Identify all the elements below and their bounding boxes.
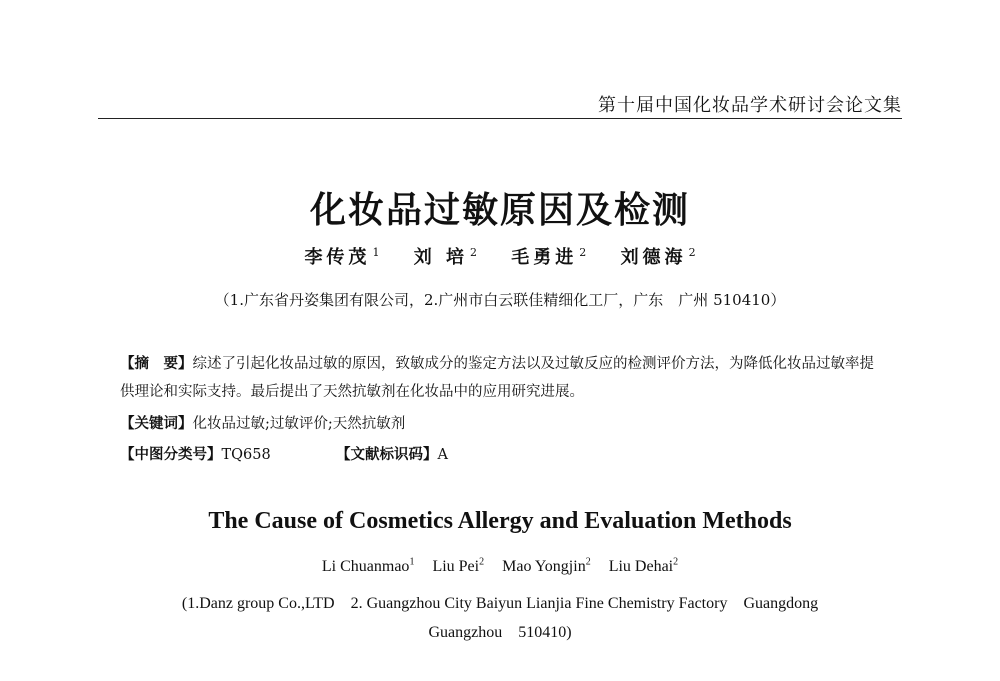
author-en [322,558,415,575]
abstract-text: 综述了引起化妆品过敏的原因，致敏成分的鉴定方法以及过敏反应的检测评价方法，为降低化妆品过敏率提供理论和实际支持。最后提出了天然抗敏剂在化妆品中的应用研究进展。 [120,356,874,400]
author-en [432,558,484,575]
author-name: 毛勇进 [511,247,578,268]
author-name: Li Chuanmao [321,558,410,576]
author-en [502,558,591,575]
author-cn [621,247,696,268]
clc-label: 【中图分类号】 [120,447,222,463]
keywords-label: 【关键词】 [120,416,193,432]
affiliation-mark: 2 [579,246,587,259]
author-name: Liu Dehai [608,558,674,576]
doc-code-value: A [437,447,448,463]
keywords-cn [120,412,405,433]
affiliation-mark: 1 [409,557,415,568]
affiliation-mark: 2 [479,557,485,568]
author-name: 李传茂 [304,247,371,268]
doc-code-label: 【文献标识码】 [335,447,438,463]
affiliation-cn: （1.广东省丹姿集团有限公司，2.广州市白云联佳精细化工厂，广东 广州 510410） [214,291,786,309]
affiliation-mark: 2 [673,557,679,568]
paper-title-cn: 化妆品过敏原因及检测 [309,190,690,231]
author-name: Liu Pei [432,558,480,576]
clc-value: TQ658 [221,447,271,463]
author-list-cn [0,243,1000,269]
running-head: 第十届中国化妆品学术研讨会论文集 [598,95,902,116]
paper-title-en: The Cause of Cosmetics Allergy and Evaluation Methods [208,508,792,534]
author-cn [511,247,586,268]
author-name: 刘 培 [413,247,468,268]
author-cn [304,247,379,268]
affiliation-mark: 2 [688,246,696,259]
author-cn [414,247,477,268]
abstract-cn [120,350,880,406]
affiliation-mark: 1 [372,246,380,259]
affiliation-mark: 2 [470,246,477,259]
affiliation-mark: 2 [585,557,591,568]
author-name: 刘德海 [620,247,687,268]
header-rule [98,118,902,119]
affiliation-en [100,589,900,647]
classification-line [120,443,448,464]
author-list-en [0,557,1000,576]
abstract-label: 【摘 要】 [120,356,193,372]
affiliation-en-line: (1.Danz group Co.,LTD 2. Guangzhou City Baiyun Lianjia Fine Chemistry Factory Guangdong [181,595,819,612]
affiliation-en-line: Guangzhou 510410) [428,624,572,641]
keywords-text: 化妆品过敏;过敏评价;天然抗敏剂 [192,416,406,432]
author-en [609,558,678,575]
author-name: Mao Yongjin [502,558,586,576]
